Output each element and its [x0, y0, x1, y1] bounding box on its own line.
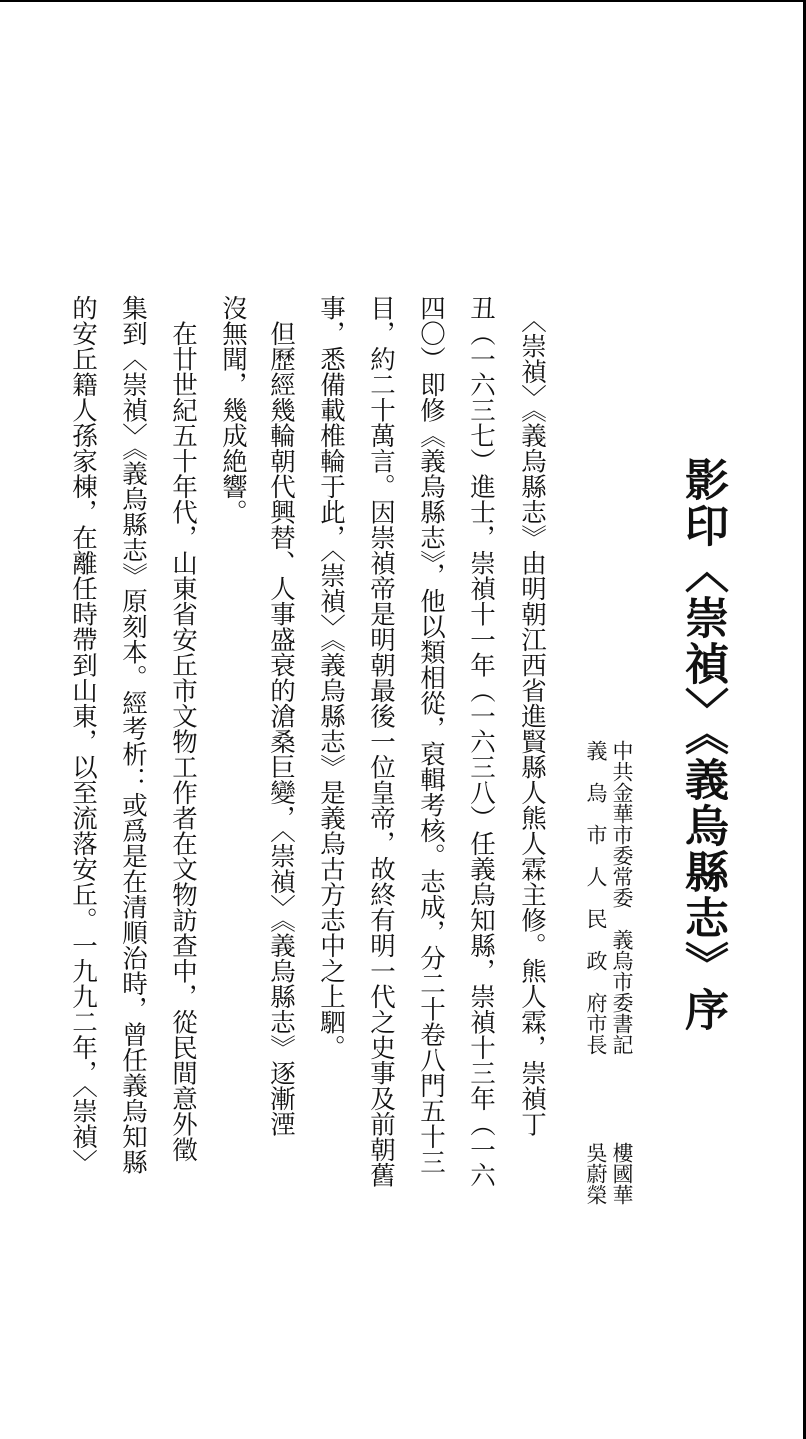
text-column: 沒無聞，幾成絶響。	[218, 295, 248, 525]
text-column: 〈崇禎〉《義烏縣志》由明朝江西省進賢縣人熊人霖主修。熊人霖，崇禎丁	[517, 295, 547, 1137]
byline-name-1: 樓國華	[610, 1142, 634, 1205]
text-column: 的安丘籍人孫家棟，在離任時帶到山東，以至流落安丘。一九九二年，〈崇禎〉	[68, 295, 98, 1175]
text-column: 事，悉備載椎輪于此，〈崇禎〉《義烏縣志》是義烏古方志中之上駟。	[316, 295, 346, 1060]
byline-position-1: 中共金華市委常委 義烏市委書記	[610, 740, 634, 1055]
text-column: 四〇）即修《義烏縣志》，他以類相從，裒輯考核。志成，分二十卷八門五十三	[416, 295, 446, 1175]
text-column: 丑（一六三七）進士，崇禎十一年（一六三八）任義烏知縣，崇禎十三年（一六	[466, 295, 496, 1188]
text-column: 目，約二十萬言。因崇禎帝是明朝最後一位皇帝，故終有明一代之史事及前朝舊	[366, 295, 396, 1188]
text-column: 但歷經幾輪朝代興替、人事盛衰的滄桑巨變，〈崇禎〉《義烏縣志》逐漸湮	[266, 295, 296, 1137]
byline-name-2: 吳蔚榮	[584, 1142, 608, 1205]
byline-position-2: 義 烏 市 人 民 政 府市長	[584, 740, 608, 1055]
preface-title: 影印〈崇禎〉《義烏縣志》序	[677, 457, 728, 1033]
text-column: 集到〈崇禎〉《義烏縣志》原刻本。經考析：或爲是在清順治時，曾任義烏知縣	[118, 295, 148, 1175]
text-column: 在廿世紀五十年代，山東省安丘市文物工作者在文物訪查中，從民間意外徵	[168, 295, 198, 1162]
